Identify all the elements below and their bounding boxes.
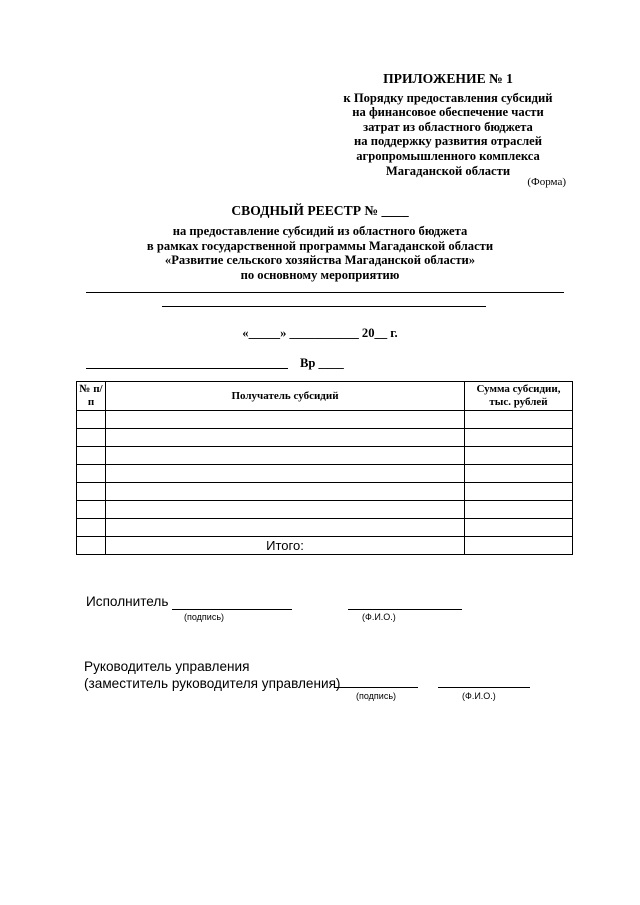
table-row	[77, 483, 573, 501]
head-signature-line[interactable]	[334, 687, 418, 688]
table-cell[interactable]	[77, 429, 106, 447]
table-row	[77, 447, 573, 465]
registry-subtitle	[100, 224, 540, 282]
table-row	[77, 411, 573, 429]
total-amount-cell[interactable]	[465, 537, 573, 555]
table-cell[interactable]	[106, 483, 465, 501]
table-cell[interactable]	[77, 411, 106, 429]
table-cell[interactable]	[77, 519, 106, 537]
table-cell[interactable]	[77, 501, 106, 519]
table-total-row	[77, 537, 573, 555]
form-label: (Форма)	[527, 176, 566, 188]
executor-label: Исполнитель	[86, 594, 169, 609]
table-cell[interactable]	[106, 519, 465, 537]
measure-fill-line-2	[162, 306, 486, 307]
table-cell[interactable]	[106, 411, 465, 429]
table-cell[interactable]	[465, 483, 573, 501]
appendix-line: Магаданской области	[385, 163, 511, 178]
table-header-row	[77, 382, 573, 411]
table-cell[interactable]	[106, 465, 465, 483]
table-cell[interactable]	[77, 483, 106, 501]
executor-signature-caption: (подпись)	[184, 612, 225, 622]
table-cell[interactable]	[465, 501, 573, 519]
header-recipient: Получатель субсидий	[106, 382, 465, 411]
appendix-title: ПРИЛОЖЕНИЕ № 1	[383, 71, 513, 86]
table-cell[interactable]	[77, 465, 106, 483]
table-cell[interactable]	[106, 429, 465, 447]
registry-subtitle-line: в рамках государственной программы Магаданской области	[146, 238, 494, 253]
head-name-caption: (Ф.И.О.)	[462, 691, 496, 701]
head-signature-caption: (подпись)	[356, 691, 397, 701]
vr-label: Вр ____	[300, 356, 344, 370]
date-line: «_____» ___________ 20__ г.	[242, 326, 398, 340]
registry-table	[76, 381, 573, 555]
header-number: № п/п	[77, 382, 106, 411]
vr-fill-line	[86, 368, 288, 369]
executor-signature-line[interactable]	[172, 609, 292, 610]
executor-name-caption: (Ф.И.О.)	[362, 612, 396, 622]
header-amount: Сумма субсидии, тыс. рублей	[465, 382, 573, 411]
appendix-line: на поддержку развития отраслей	[354, 134, 542, 149]
registry-title: СВОДНЫЙ РЕЕСТР № ____	[231, 203, 409, 218]
table-row	[77, 501, 573, 519]
registry-subtitle-line: «Развитие сельского хозяйства Магаданской области»	[164, 253, 476, 268]
table-cell	[77, 537, 106, 555]
appendix-block	[330, 72, 566, 178]
total-label: Итого:	[106, 537, 465, 555]
executor-name-line[interactable]	[348, 609, 462, 610]
table-row	[77, 465, 573, 483]
table-cell[interactable]	[77, 447, 106, 465]
head-label-line: (заместитель руководителя управления)	[84, 676, 341, 691]
table-cell[interactable]	[465, 519, 573, 537]
head-label-line: Руководитель управления	[84, 659, 250, 674]
table-cell[interactable]	[106, 501, 465, 519]
table-cell[interactable]	[465, 429, 573, 447]
table-cell[interactable]	[465, 411, 573, 429]
table-cell[interactable]	[465, 447, 573, 465]
table-cell[interactable]	[106, 447, 465, 465]
table-row	[77, 519, 573, 537]
registry-subtitle-line: по основному мероприятию	[240, 267, 400, 282]
appendix-line: на финансовое обеспечение части	[352, 105, 544, 120]
table-cell[interactable]	[465, 465, 573, 483]
head-label	[84, 658, 340, 692]
registry-subtitle-line: на предоставление субсидий из областного бюджета	[172, 224, 468, 238]
measure-fill-line	[86, 292, 564, 293]
appendix-line: агропромышленного комплекса	[356, 148, 540, 163]
table-row	[77, 429, 573, 447]
head-name-line[interactable]	[438, 687, 530, 688]
appendix-line: затрат из областного бюджета	[363, 119, 533, 134]
appendix-line: к Порядку предоставления субсидий	[343, 90, 553, 105]
